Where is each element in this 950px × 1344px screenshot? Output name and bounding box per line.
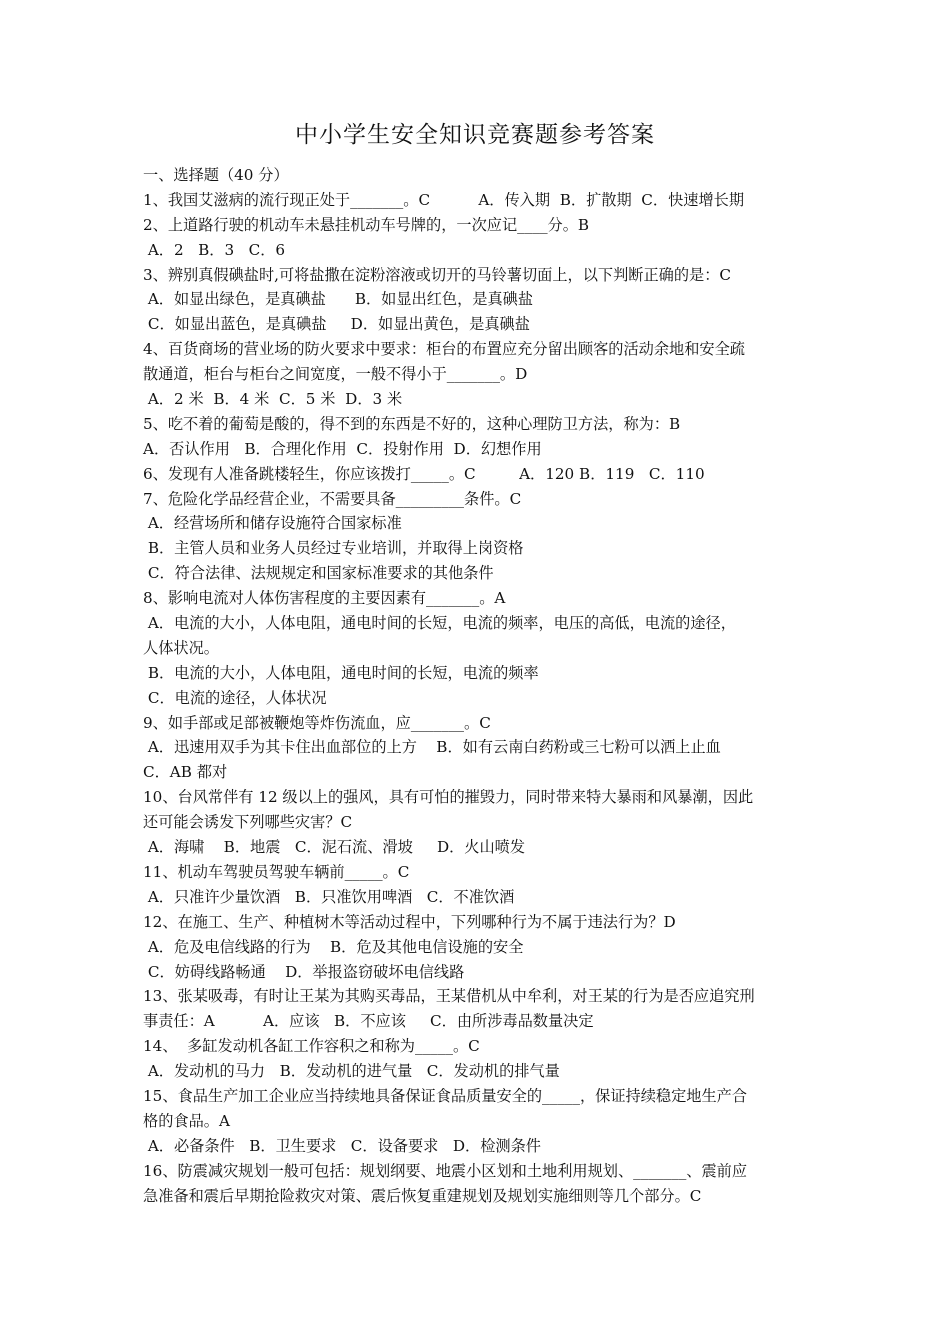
text-line: 5、吃不着的葡萄是酸的，得不到的东西是不好的，这种心理防卫方法，称为：B bbox=[143, 414, 681, 433]
text-line: A．危及电信线路的行为 B．危及其他电信设施的安全 bbox=[143, 937, 524, 956]
text-line: 还可能会诱发下列哪些灾害？C bbox=[143, 813, 353, 832]
text-line: 8、影响电流对人体伤害程度的主要因素有_______。A bbox=[143, 589, 506, 608]
text-line: 15、食品生产加工企业应当持续地具备保证食品质量安全的_____，保证持续稳定地生产合 bbox=[143, 1086, 748, 1105]
text-line: 2、上道路行驶的机动车未悬挂机动车号牌的，一次应记____分。B bbox=[143, 215, 590, 234]
text-line: C．符合法律、法规规定和国家标准要求的其他条件 bbox=[143, 564, 494, 583]
text-line: A．只准许少量饮酒 B．只准饮用啤酒 C．不准饮酒 bbox=[143, 887, 515, 906]
text-line: C．AB 都对 bbox=[143, 763, 228, 782]
text-line: C．如显出蓝色，是真碘盐 D．如显出黄色，是真碘盐 bbox=[143, 315, 530, 334]
text-line: 16、防震减灾规划一般可包括：规划纲要、地震小区划和土地利用规划、_______、震前应 bbox=[143, 1161, 748, 1180]
text-line: 事责任：A A．应该 B．不应该 C．由所涉毒品数量决定 bbox=[143, 1012, 594, 1031]
text-line: C．电流的途径，人体状况 bbox=[143, 688, 327, 707]
text-line: 一、选择题（40 分） bbox=[143, 166, 289, 184]
text-line: 7、危险化学品经营企业，不需要具备_________条件。C bbox=[143, 489, 522, 508]
text-line: A．否认作用 B．合理化作用 C．投射作用 D．幻想作用 bbox=[143, 439, 542, 458]
text-line: A．2 米 B．4 米 C．5 米 D．3 米 bbox=[143, 390, 403, 409]
text-line: A．发动机的马力 B．发动机的进气量 C．发动机的排气量 bbox=[143, 1062, 560, 1081]
text-line: 急准备和震后早期抢险救灾对策、震后恢复重建规划及规划实施细则等几个部分。C bbox=[143, 1186, 702, 1205]
text-line: 11、机动车驾驶员驾驶车辆前_____。C bbox=[143, 862, 410, 881]
text-line: A．如显出绿色，是真碘盐 B．如显出红色，是真碘盐 bbox=[143, 290, 534, 309]
text-line: 13、张某吸毒，有时让王某为其购买毒品，王某借机从中牟利，对王某的行为是否应追究刑 bbox=[143, 987, 755, 1006]
text-line: B．主管人员和业务人员经过专业培训，并取得上岗资格 bbox=[143, 539, 524, 558]
document-title: 中小学生安全知识竞赛题参考答案 bbox=[295, 122, 655, 148]
text-line: 人体状况。 bbox=[143, 638, 219, 657]
text-line: 散通道，柜台与柜台之间宽度，一般不得小于_______。D bbox=[143, 365, 528, 384]
text-line: A．迅速用双手为其卡住出血部位的上方 B．如有云南白药粉或三七粉可以洒上止血 bbox=[143, 738, 721, 757]
text-line: 12、在施工、生产、种植树木等活动过程中，下列哪种行为不属于违法行为？D bbox=[143, 912, 676, 931]
text-line: A．必备条件 B．卫生要求 C．设备要求 D．检测条件 bbox=[143, 1136, 541, 1155]
text-line: A．2 B．3 C．6 bbox=[143, 240, 286, 259]
text-line: C．妨碍线路畅通 D．举报盗窃破坏电信线路 bbox=[143, 962, 465, 981]
text-line: 10、台风常伴有 12 级以上的强风，具有可怕的摧毁力，同时带来特大暴雨和风暴潮，因此 bbox=[143, 788, 754, 807]
document-body bbox=[143, 163, 823, 1208]
text-line: 9、如手部或足部被鞭炮等炸伤流血，应_______。C bbox=[143, 713, 491, 732]
text-line: 6、发现有人准备跳楼轻生，你应该拨打_____。C A．120 B．119 C．110 bbox=[143, 464, 705, 483]
text-line: A．经营场所和储存设施符合国家标准 bbox=[143, 514, 402, 533]
text-line: 3、辨别真假碘盐时,可将盐撒在淀粉溶液或切开的马铃薯切面上，以下判断正确的是：C bbox=[143, 265, 732, 284]
text-line: B．电流的大小，人体电阻，通电时间的长短，电流的频率 bbox=[143, 663, 539, 682]
text-line: A．电流的大小，人体电阻，通电时间的长短，电流的频率，电压的高低，电流的途径， bbox=[143, 614, 736, 633]
text-line: 格的食品。A bbox=[143, 1111, 230, 1130]
text-line: 4、百货商场的营业场的防火要求中要求：柜台的布置应充分留出顾客的活动余地和安全疏 bbox=[143, 340, 745, 359]
text-line: A．海啸 B．地震 C．泥石流、滑坡 D．火山喷发 bbox=[143, 838, 526, 857]
text-line: 14、 多缸发动机各缸工作容积之和称为_____。C bbox=[143, 1037, 480, 1056]
text-line: 1、我国艾滋病的流行现正处于_______。C A．传入期 B．扩散期 C．快速增长期 bbox=[143, 190, 745, 209]
